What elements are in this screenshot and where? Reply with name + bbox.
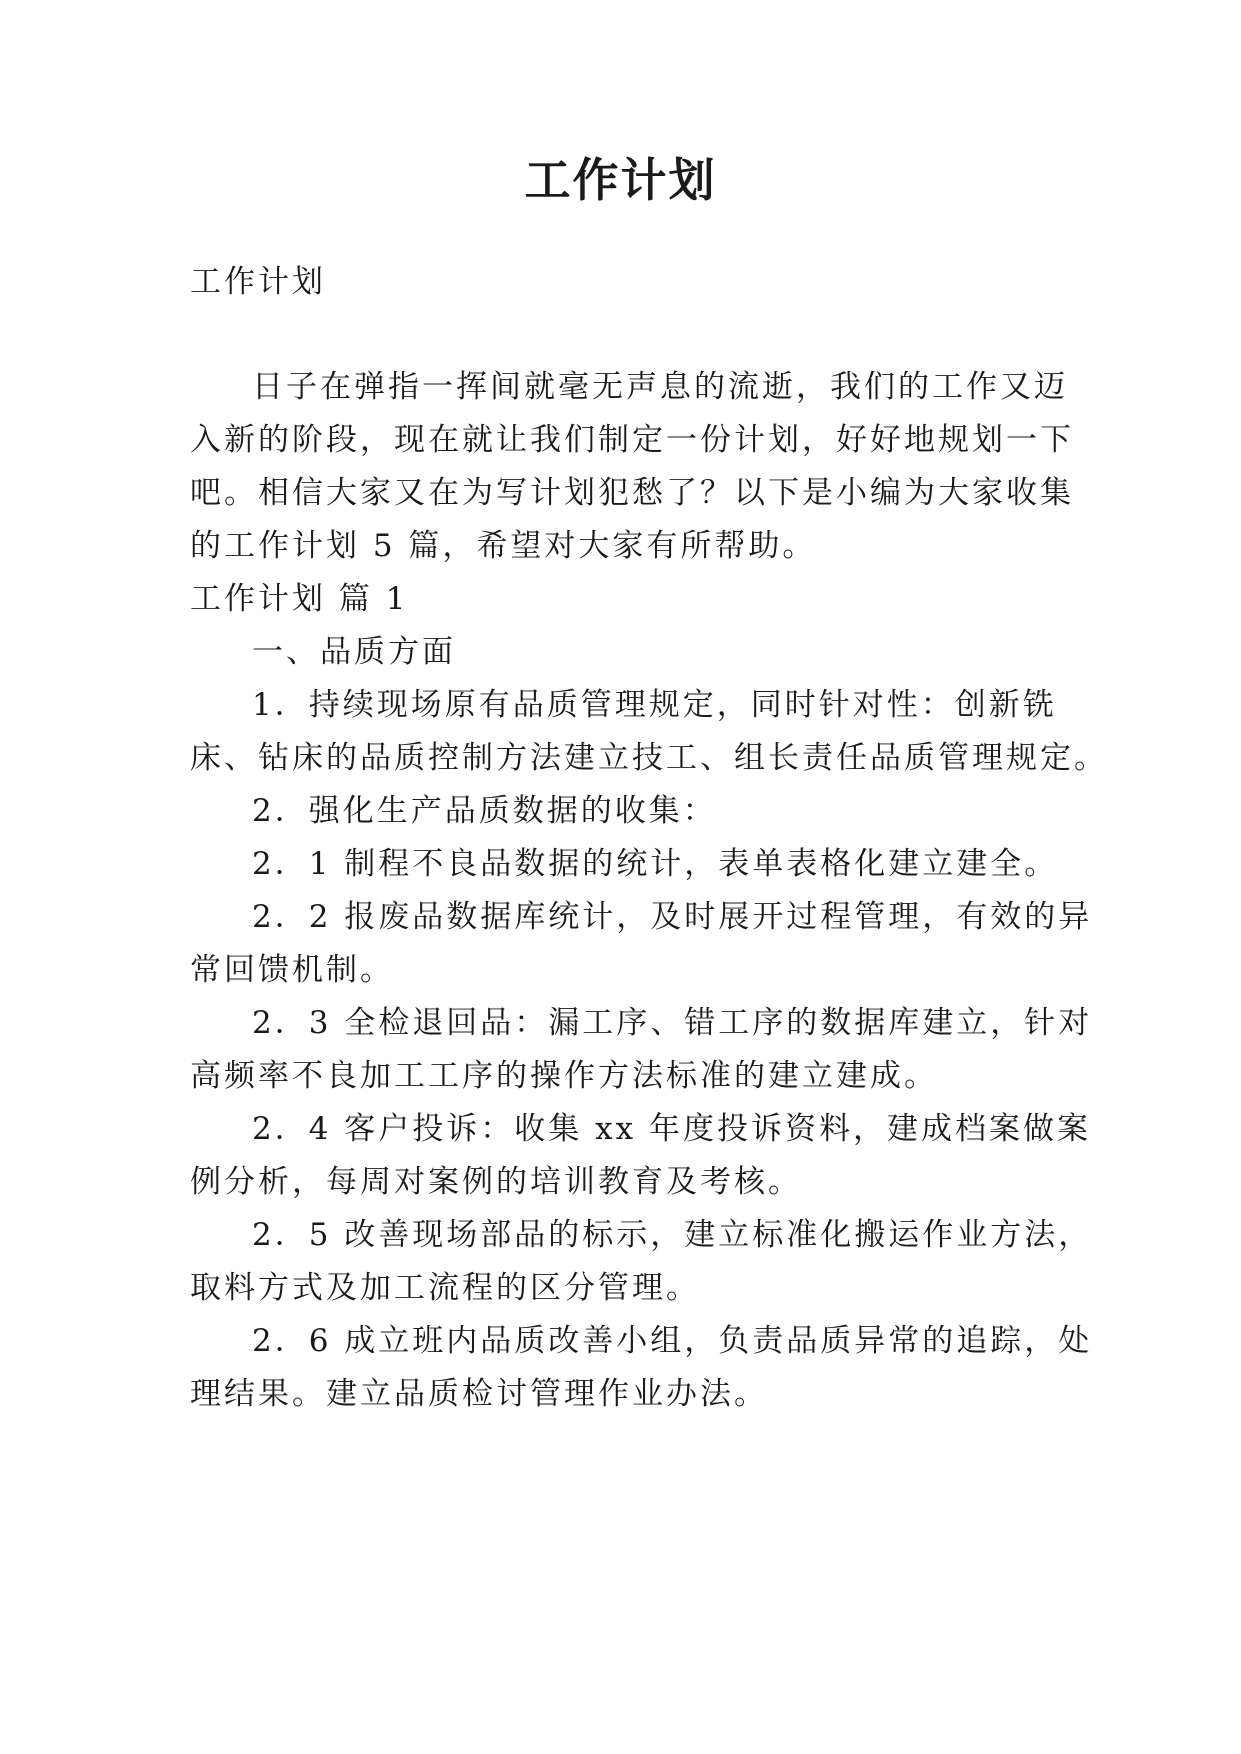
intro-line-4: 的工作计划 5 篇，希望对大家有所帮助。 [190,528,817,564]
item-2-6-line-2: 理结果。建立品质检讨管理作业办法。 [190,1376,768,1412]
section-heading: 工作计划 篇 1 [190,581,409,617]
intro-line-3: 吧。相信大家又在为写计划犯愁了？以下是小编为大家收集 [190,475,1074,511]
item-2-3-line-1: 2．3 全检退回品：漏工序、错工序的数据库建立，针对 [252,1005,1093,1041]
item-2-3-line-2: 高频率不良加工工序的操作方法标准的建立建成。 [190,1058,938,1094]
item-2-4-line-2: 例分析，每周对案例的培训教育及考核。 [190,1164,802,1200]
item-2-2-line-1: 2．2 报废品数据库统计，及时展开过程管理，有效的异 [252,899,1093,935]
item-2-5-line-1: 2．5 改善现场部品的标示，建立标准化搬运作业方法， [252,1217,1093,1253]
item-2-6-line-1: 2．6 成立班内品质改善小组，负责品质异常的追踪，处 [252,1323,1093,1359]
item-2-2-line-2: 常回馈机制。 [190,952,394,988]
item-1-line-1: 1．持续现场原有品质管理规定，同时针对性：创新铣 [252,687,1057,723]
intro-line-1: 日子在弹指一挥间就毫无声息的流逝，我们的工作又迈 [252,369,1068,405]
document-title: 工作计划 [524,153,717,207]
item-2-4-line-1: 2．4 客户投诉：收集 xx 年度投诉资料，建成档案做案 [252,1111,1091,1147]
subtitle: 工作计划 [190,264,326,300]
item-1-line-2: 床、钻床的品质控制方法建立技工、组长责任品质管理规定。 [190,740,1108,776]
subsection-heading: 一、品质方面 [252,634,456,670]
item-2-1-line-1: 2．1 制程不良品数据的统计，表单表格化建立建全。 [252,846,1059,882]
item-2-5-line-2: 取料方式及加工流程的区分管理。 [190,1270,700,1306]
item-2-line-1: 2．强化生产品质数据的收集： [252,793,717,829]
intro-line-2: 入新的阶段，现在就让我们制定一份计划，好好地规划一下 [190,422,1074,458]
